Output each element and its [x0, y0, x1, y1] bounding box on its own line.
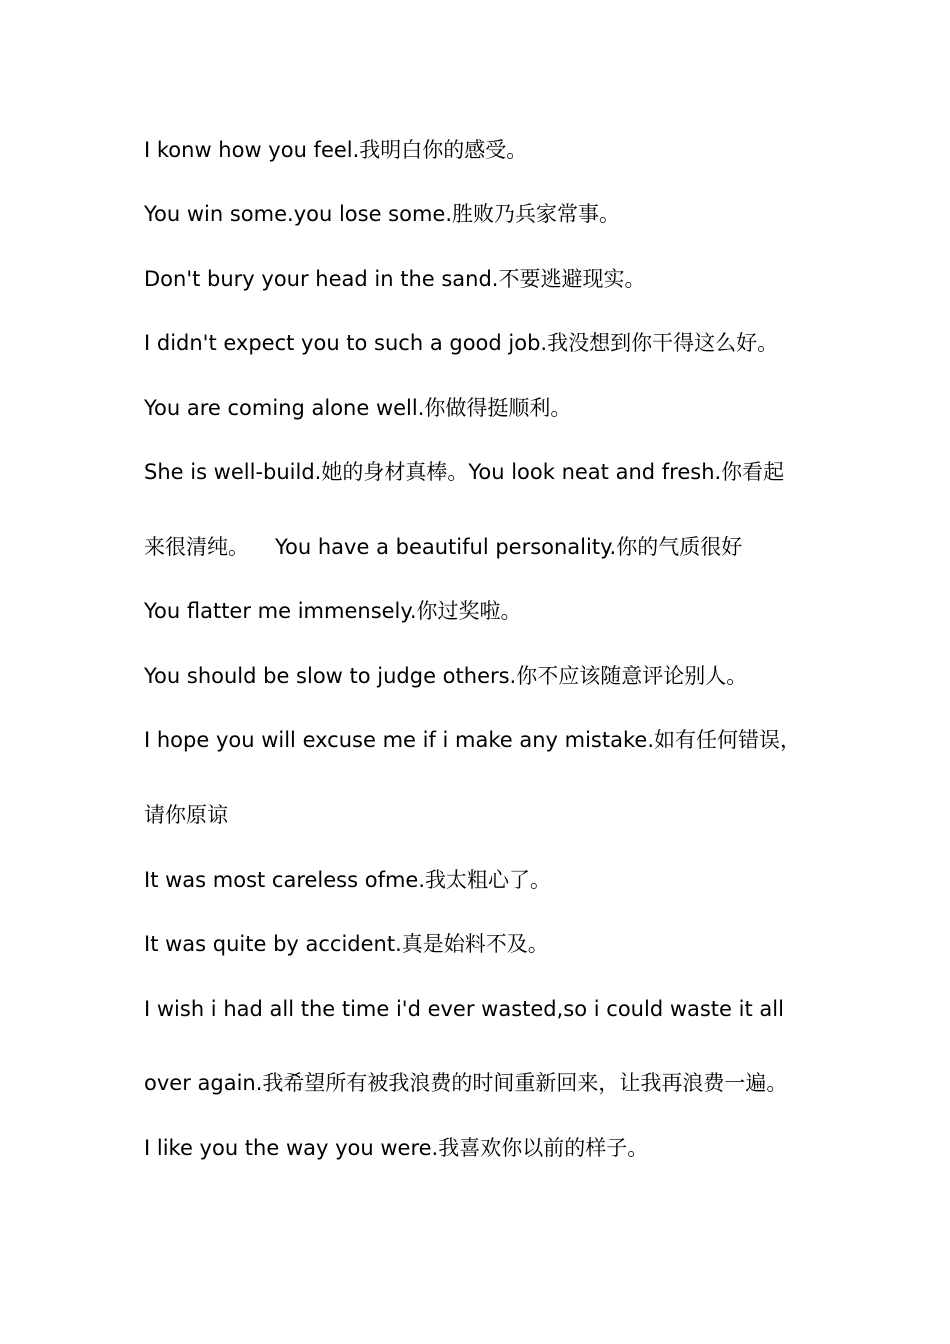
text-line-15: over again.我希望所有被我浪费的时间重新回来，让我再浪费一遍。 [144, 1071, 788, 1095]
text-line-9: You should be slow to judge others.你不应该随意评论别人。 [144, 664, 748, 688]
text-line-14: I wish i had all the time i'd ever wasted,so i could waste it all [144, 997, 784, 1021]
text-line-3: Don't bury your head in the sand.不要逃避现实。 [144, 267, 646, 291]
text-line-7-prefix: 来很清纯。 [144, 535, 249, 559]
text-line-7 [144, 533, 742, 561]
text-line-12: It was most careless ofme.我太粗心了。 [144, 868, 552, 892]
text-line-10: I hope you will excuse me if i make any mistake.如有任何错误， [144, 728, 801, 752]
text-line-8: You flatter me immensely.你过奖啦。 [144, 599, 522, 623]
text-line-2: You win some.you lose some.胜败乃兵家常事。 [144, 202, 621, 226]
text-line-5: You are coming alone well.你做得挺顺利。 [144, 396, 572, 420]
text-line-16: I like you the way you were.我喜欢你以前的样子。 [144, 1136, 649, 1160]
text-line-13: It was quite by accident.真是始料不及。 [144, 932, 549, 956]
text-line-6: She is well-build.她的身材真棒。You look neat and fresh.你看起 [144, 460, 785, 484]
text-line-11: 请你原谅 [144, 803, 228, 827]
text-line-7-main: You have a beautiful personality.你的气质很好 [275, 535, 743, 559]
text-line-4: I didn't expect you to such a good job.我没想到你干得这么好。 [144, 331, 779, 355]
text-line-1: I konw how you feel.我明白你的感受。 [144, 138, 528, 162]
